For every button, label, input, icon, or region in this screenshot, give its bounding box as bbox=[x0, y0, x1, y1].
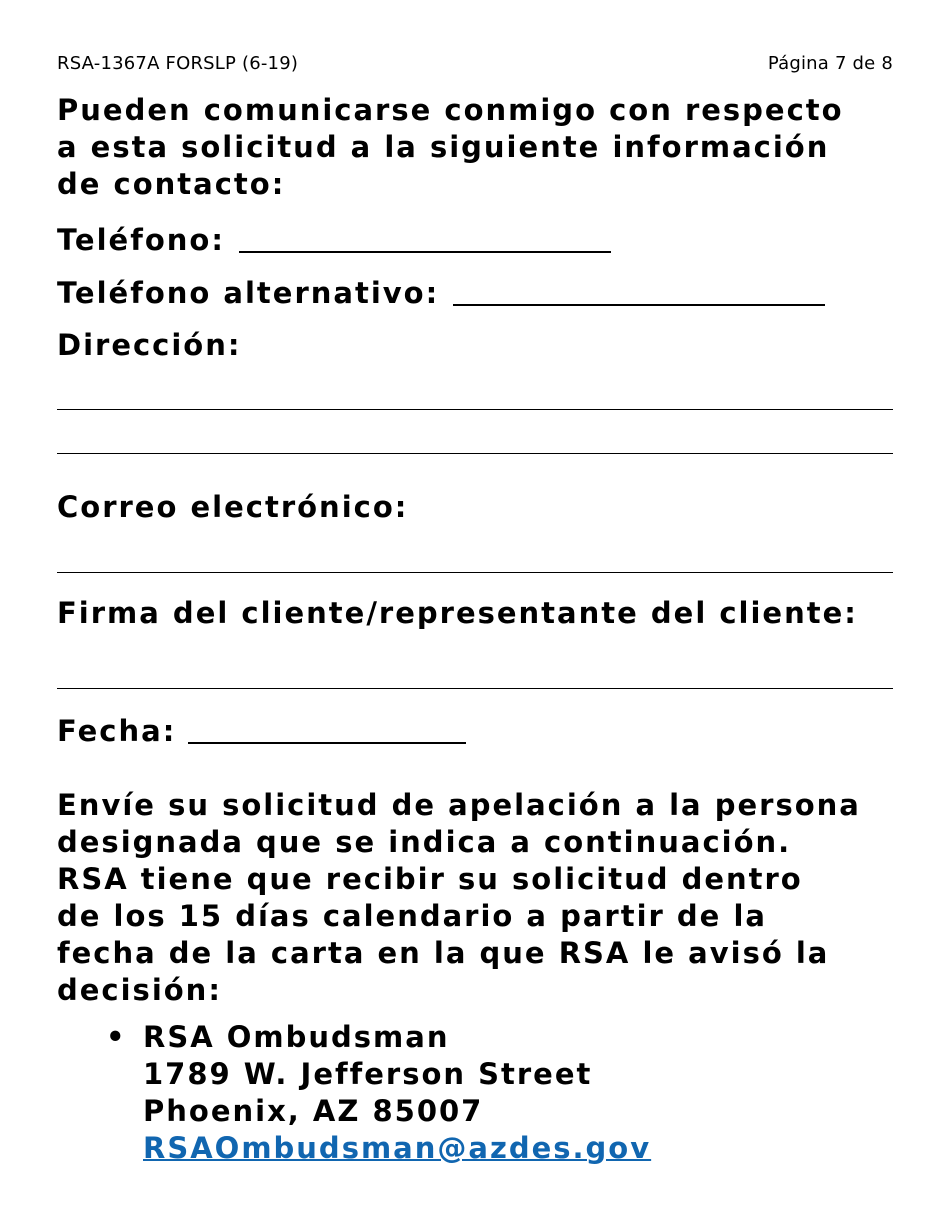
page-number: Página 7 de 8 bbox=[767, 53, 893, 74]
instruction-line: fecha de la carta en la que RSA le avisó la bbox=[57, 936, 830, 970]
contact-city: Phoenix, AZ 85007 bbox=[143, 1094, 484, 1128]
instruction-line: Envíe su solicitud de apelación a la persona bbox=[57, 788, 861, 822]
address-line-2[interactable] bbox=[57, 453, 893, 454]
phone-field bbox=[57, 222, 611, 259]
address-label: Dirección: bbox=[57, 328, 242, 362]
intro-line: Pueden comunicarse conmigo con respecto bbox=[57, 93, 844, 127]
bullet-icon: • bbox=[106, 1020, 127, 1054]
instruction-line: RSA tiene que recibir su solicitud dentro bbox=[57, 862, 803, 896]
phone-input-line[interactable] bbox=[239, 251, 611, 253]
date-label: Fecha: bbox=[57, 714, 177, 748]
intro-paragraph bbox=[57, 92, 844, 203]
address-line-1[interactable] bbox=[57, 409, 893, 410]
alt-phone-input-line[interactable] bbox=[453, 304, 825, 306]
intro-line: de contacto: bbox=[57, 167, 286, 201]
email-label: Correo electrónico: bbox=[57, 490, 409, 524]
instruction-line: designada que se indica a continuación. bbox=[57, 825, 792, 859]
signature-input-line[interactable] bbox=[57, 688, 893, 689]
date-field bbox=[57, 713, 466, 750]
contact-street: 1789 W. Jefferson Street bbox=[143, 1057, 593, 1091]
contact-email-link[interactable]: RSAOmbudsman@azdes.gov bbox=[143, 1131, 652, 1165]
instruction-line: decisión: bbox=[57, 973, 222, 1007]
alt-phone-field bbox=[57, 275, 825, 312]
alt-phone-label: Teléfono alternativo: bbox=[57, 276, 440, 310]
intro-line: a esta solicitud a la siguiente información bbox=[57, 130, 830, 164]
ombudsman-contact bbox=[143, 1019, 651, 1167]
form-id: RSA-1367A FORSLP (6-19) bbox=[57, 53, 299, 74]
page-header bbox=[57, 52, 893, 76]
signature-label: Firma del cliente/representante del cliente: bbox=[57, 596, 858, 630]
instructions-paragraph bbox=[57, 787, 861, 1009]
email-input-line[interactable] bbox=[57, 572, 893, 573]
contact-name: RSA Ombudsman bbox=[143, 1020, 450, 1054]
instruction-line: de los 15 días calendario a partir de la bbox=[57, 899, 767, 933]
date-input-line[interactable] bbox=[188, 742, 466, 744]
phone-label: Teléfono: bbox=[57, 223, 225, 257]
